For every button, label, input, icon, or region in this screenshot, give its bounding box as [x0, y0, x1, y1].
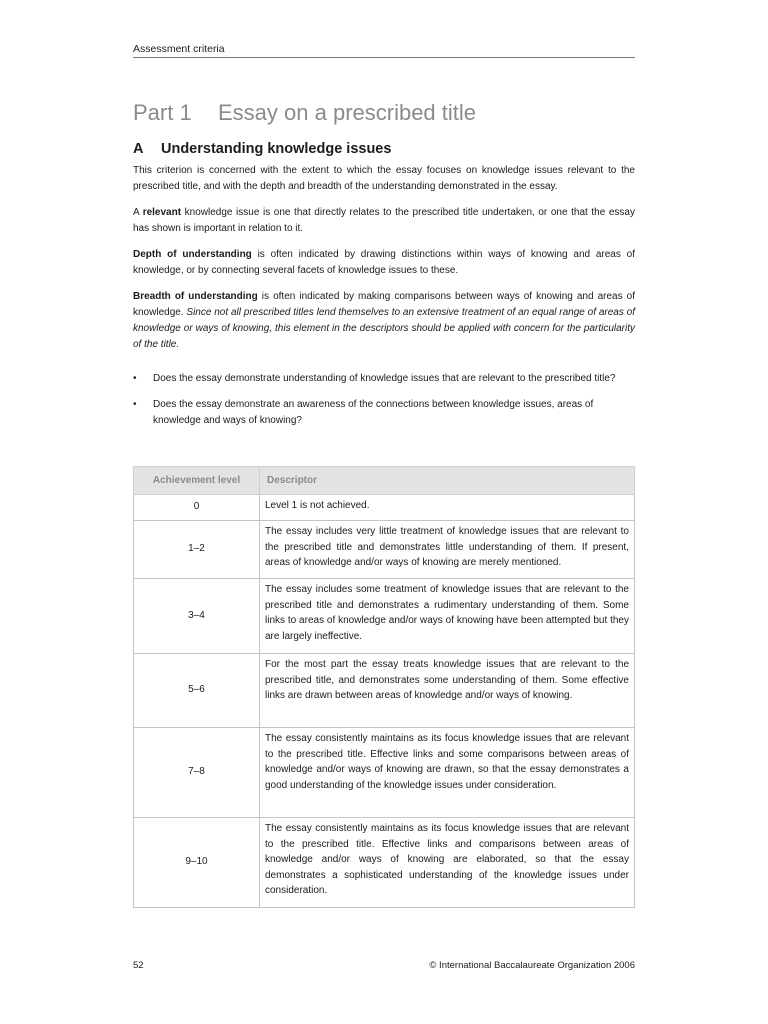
- table-row: [134, 654, 635, 728]
- descriptor-cell: The essay consistently maintains as its focus knowledge issues that are relevant to the prescribed title. Effective links and some comparisons between areas of knowledge and/or ways of knowing are drawn, so that the essay demonstrates a good understanding of the knowledge issues under consideration.: [260, 728, 635, 818]
- relevant-term: relevant: [142, 207, 182, 218]
- running-head: Assessment criteria: [133, 43, 635, 58]
- table-header-row: [134, 467, 635, 495]
- level-cell: 0: [134, 495, 260, 521]
- page-number: 52: [133, 960, 144, 971]
- part-number: Part 1: [133, 100, 192, 125]
- copyright-notice: © International Baccalaureate Organization 2006: [429, 960, 635, 971]
- descriptor-cell: For the most part the essay treats knowledge issues that are relevant to the prescribed title, and demonstrates some understanding of them. Some effective links are drawn between areas of knowledge and/or ways of knowing.: [260, 654, 635, 728]
- descriptor-cell: Level 1 is not achieved.: [260, 495, 635, 521]
- question-list: [133, 371, 635, 429]
- section-title: [133, 141, 391, 157]
- header-descriptor: Descriptor: [260, 467, 635, 495]
- relevant-prefix: A: [133, 207, 143, 218]
- list-item: • Does the essay demonstrate an awareness of the connections between knowledge issues, areas of knowledge and ways of knowing?: [133, 397, 635, 429]
- level-cell: 7–8: [134, 728, 260, 818]
- level-cell: 1–2: [134, 521, 260, 579]
- breadth-text: is often indicated by making comparisons between ways of knowing and areas of knowledge.: [133, 291, 635, 318]
- descriptor-cell: The essay includes some treatment of knowledge issues that are relevant to the prescribed title and demonstrates a rudimentary understanding of them. Some links to areas of knowledge and/or ways of knowing have been attempted but they are largely ineffective.: [260, 579, 635, 654]
- achievement-table: [133, 466, 635, 908]
- depth-term: Depth of understanding: [133, 249, 252, 260]
- table-row: [134, 495, 635, 521]
- part-title: [133, 100, 476, 126]
- criterion-body: [133, 163, 635, 439]
- level-cell: 9–10: [134, 818, 260, 908]
- breadth-paragraph: [133, 289, 635, 353]
- level-cell: 3–4: [134, 579, 260, 654]
- part-name: Essay on a prescribed title: [218, 100, 477, 125]
- page-footer: [133, 960, 635, 971]
- list-item: • Does the essay demonstrate understanding of knowledge issues that are relevant to the prescribed title?: [133, 371, 635, 387]
- depth-paragraph: [133, 247, 635, 279]
- level-cell: 5–6: [134, 654, 260, 728]
- depth-text: is often indicated by drawing distinctions within ways of knowing and areas of knowledge, or by connecting several facets of knowledge issues to these.: [133, 249, 635, 276]
- intro-paragraph: This criterion is concerned with the extent to which the essay focuses on knowledge issues relevant to the prescribed title, and with the depth and breadth of the understanding demonstrated in the essay.: [133, 165, 635, 192]
- section-name: Understanding knowledge issues: [161, 141, 392, 157]
- table-row: [134, 728, 635, 818]
- breadth-italic-note: Since not all prescribed titles lend themselves to an extensive treatment of an equal range of areas of knowledge or ways of knowing, this element in the descriptors should be applied with concern for the particularity of the title.: [133, 307, 635, 350]
- relevant-paragraph: [133, 205, 635, 237]
- table-row: [134, 818, 635, 908]
- header-achievement-level: Achievement level: [134, 467, 260, 495]
- descriptor-cell: The essay consistently maintains as its focus knowledge issues that are relevant to the prescribed title. Effective links and comparisons between areas of knowledge and/or ways of knowing are elaborated, so that the essay demonstrates a sophisticated understanding of the knowledge issues under consideration.: [260, 818, 635, 908]
- table-row: [134, 579, 635, 654]
- relevant-text: knowledge issue is one that directly relates to the prescribed title undertaken, or one that the essay has shown is important in relation to it.: [133, 207, 635, 234]
- descriptor-cell: The essay includes very little treatment of knowledge issues that are relevant to the prescribed title and demonstrates little understanding of them. If present, areas of knowledge and/or ways of knowing are merely mentioned.: [260, 521, 635, 579]
- table-row: [134, 521, 635, 579]
- section-letter: A: [133, 141, 144, 157]
- breadth-term: Breadth of understanding: [133, 291, 258, 302]
